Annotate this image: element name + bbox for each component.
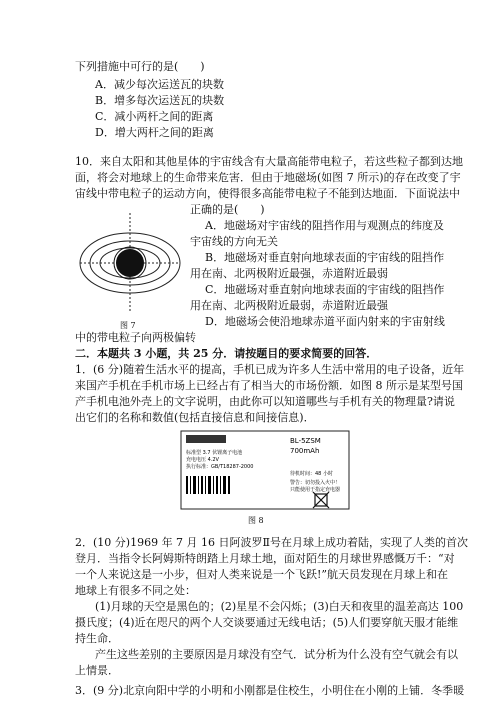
battery-standby: 待机时间：48 小时 (290, 471, 333, 477)
battery-charge-voltage: 充电电压 4.2V (186, 457, 219, 463)
earth-magnetic-field-figure (75, 208, 185, 318)
figure-7-caption: 图 7 (120, 321, 136, 330)
section-2-heading: 二．本题共 3 小题，共 25 分．请按题目的要求简要的回答． (75, 347, 378, 360)
q10-option-d-1: D．地磁场会使沿地球赤道平面内射来的宇宙射线 (205, 315, 445, 328)
q10-line-4: 正确的是( ) (190, 203, 265, 216)
q10-option-d-2: 中的带电粒子向两极偏转 (75, 331, 196, 344)
q10-option-a-1: A．地磁场对宇宙线的阻挡作用与观测点的纬度及 (205, 219, 444, 232)
q2-line-9: 上情景． (75, 664, 119, 677)
q2-line-1: 2．(10 分)1969 年 7 月 16 日阿波罗Ⅱ号在月球上成功着陆，实现了人类的首次 (75, 536, 469, 549)
q3-line-1: 3．(9 分)北京向阳中学的小明和小刚都是住校生，小明住在小刚的上铺．冬季暖 (75, 684, 465, 697)
q10-option-b-2: 用在南、北两极附近最强，赤道附近最弱 (190, 267, 388, 280)
q10-option-a-2: 宇宙线的方向无关 (190, 235, 278, 248)
q10-option-c-1: C．地磁场对垂直射向地球表面的宇宙线的阻挡作 (205, 283, 445, 296)
battery-warning-2: 只能使用于指定充电器 (290, 487, 341, 493)
q1-line-3: 产手机电池外壳上的文字说明，由此你可以知道哪些与手机有关的物理量?请说 (75, 395, 455, 408)
battery-model: BL-5ZSM (290, 437, 321, 445)
q2-line-3: 一个人来说这是一小步，但对人类来说是一个飞跃!”航天员发现在月球上和在 (75, 568, 449, 581)
q2-line-7: 持生命． (75, 632, 119, 645)
q2-line-6: 摄氏度；(4)近在咫尺的两个人交谈要通过无线电话；(5)人们要穿航天服才能维 (75, 616, 459, 629)
option-d: D．增大两杆之间的距离 (95, 126, 214, 139)
q2-line-2: 登月．当指令长阿姆斯特朗踏上月球土地，面对陌生的月球世界感慨万千：“对 (75, 552, 455, 565)
battery-label-figure (180, 430, 350, 510)
q10-line-1: 10．来自太阳和其他星体的宇宙线含有大量高能带电粒子，若这些粒子都到达地 (75, 155, 463, 168)
q10-line-3: 宙线中带电粒子的运动方向，使得很多高能带电粒子不能到达地面．下面说法中 (75, 187, 460, 200)
battery-standard: 执行标准：GB/T18287-2000 (186, 464, 254, 470)
q10-option-b-1: B．地磁场对垂直射向地球表面的宇宙线的阻挡作 (205, 251, 445, 264)
option-c: C．减小两杆之间的距离 (95, 110, 214, 123)
figure-8-caption: 图 8 (248, 516, 264, 525)
q1-line-4: 出它们的名称和数值(包括直接信息和间接信息)． (75, 411, 315, 424)
battery-warning-1: 警告：切勿投入火中！ (290, 480, 341, 486)
battery-capacity: 700mAh (290, 447, 320, 455)
q2-line-4: 地球上有很多不同之处： (75, 584, 196, 597)
q2-line-5: (1)月球的天空是黑色的；(2)星星不会闪烁；(3)白天和夜里的温差高达 100 (95, 600, 464, 613)
option-a: A．减少每次运送瓦的块数 (95, 78, 224, 91)
question-stem: 下列措施中可行的是( ) (75, 60, 205, 73)
option-b: B．增多每次运送瓦的块数 (95, 94, 225, 107)
q10-option-c-2: 用在南、北两极附近最弱，赤道附近最强 (190, 299, 388, 312)
q1-line-2: 来国产手机在手机市场上已经占有了相当大的市场份额．如图 8 所示是某型号国 (75, 379, 463, 392)
q1-line-1: 1．(6 分)随着生活水平的提高，手机已成为许多人生活中常用的电子设备，近年 (75, 363, 465, 376)
battery-type: 标准型 3.7 伏锂离子电池 (186, 450, 243, 456)
q10-line-2: 面，将会对地球上的生命带来危害．但由于地磁场(如图 7 所示)的存在改变了宇 (75, 171, 461, 184)
recycle-bin-icon (313, 492, 329, 508)
q2-line-8: 产生这些差别的主要原因是月球没有空气．试分析为什么没有空气就会有以 (95, 648, 458, 661)
